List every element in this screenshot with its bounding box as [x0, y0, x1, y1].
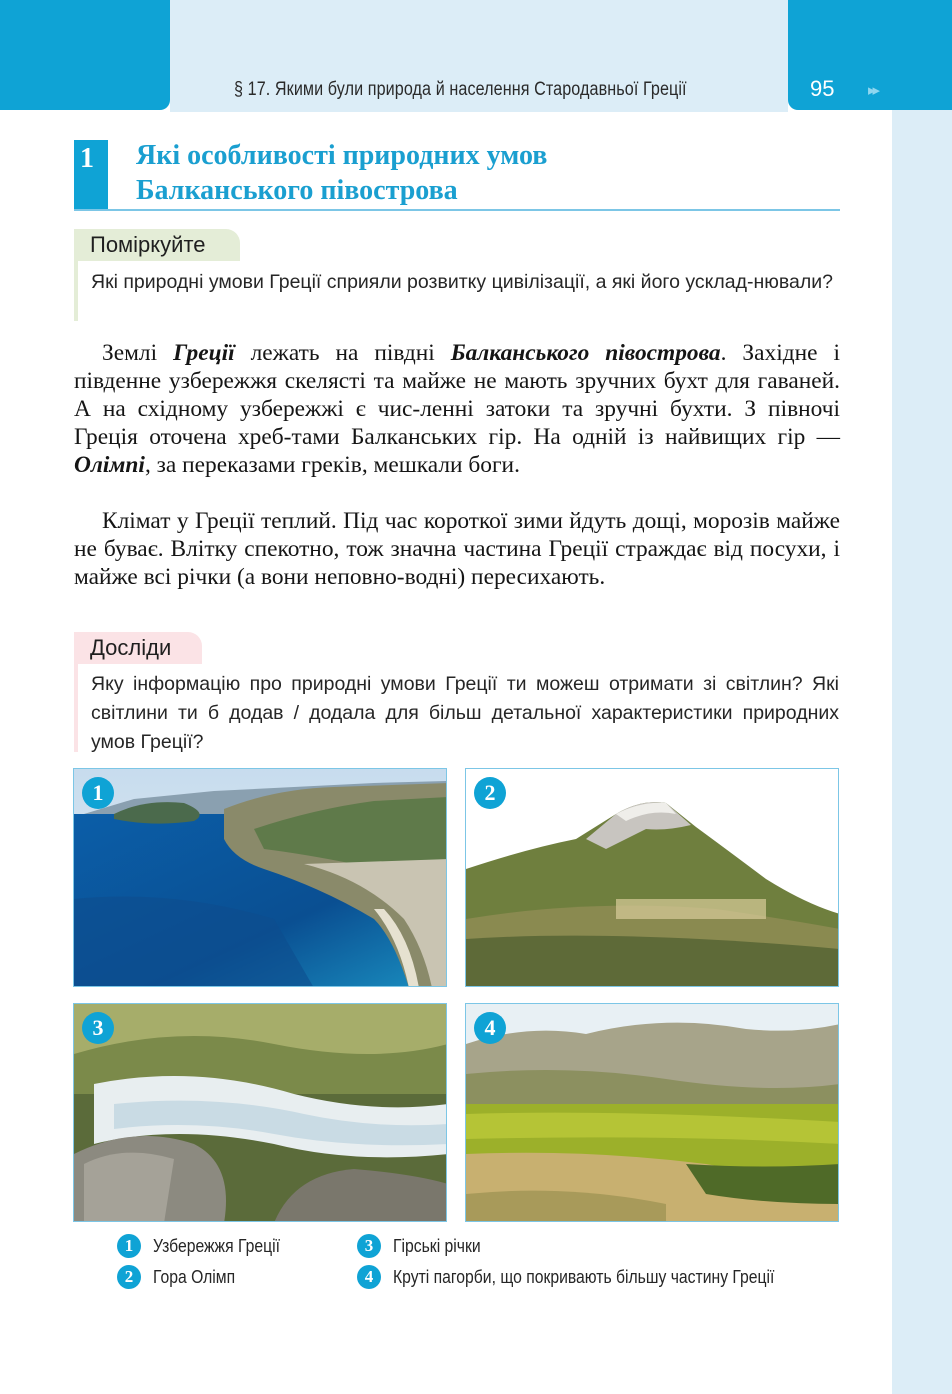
research-label: Досліди: [74, 632, 202, 664]
caption-number-badge: 4: [357, 1265, 381, 1289]
photo-mountain-river: [73, 1003, 447, 1222]
paragraph-climate: [74, 507, 840, 591]
term-balkan-peninsula: Балканського півострова: [450, 340, 721, 366]
header-tab-left: [0, 0, 170, 110]
paragraph-text: Землі: [102, 340, 174, 366]
caption-text: Гора Олімп: [153, 1266, 236, 1287]
right-margin-strip: [892, 0, 952, 1394]
caption-text: Узбережжя Греції: [153, 1235, 280, 1256]
caption-4: [357, 1265, 842, 1289]
research-side-bar: [74, 664, 78, 752]
caption-number-badge: 3: [357, 1234, 381, 1258]
photo-number-badge: 3: [82, 1012, 114, 1044]
photo-hills: [465, 1003, 839, 1222]
next-page-arrows-icon[interactable]: ▸▸: [868, 82, 878, 99]
section-divider: [74, 209, 840, 211]
think-question: Які природні умови Греції сприяли розвитку цивілізації, а які його усклад-нювали?: [91, 271, 833, 293]
page-number: 95: [810, 76, 835, 101]
term-greece: Греції: [173, 340, 235, 366]
caption-2: [117, 1265, 250, 1289]
photo-number-badge: 4: [474, 1012, 506, 1044]
photo-number-badge: 2: [474, 777, 506, 809]
caption-1: [117, 1234, 302, 1258]
caption-number-badge: 2: [117, 1265, 141, 1289]
paragraph-text: . Західне і південне узбережжя скелясті та майже не мають зручних бухт для гаваней. А на східному узбережжі є чис-ленні затоки та зручні бухти. З півночі Греція оточена хреб-тами Балканських гір. На одній із найвищих гір —: [74, 340, 840, 450]
think-label: Поміркуйте: [74, 229, 240, 261]
think-side-bar: [74, 261, 78, 321]
paragraph-text: лежать на півдні: [234, 340, 451, 366]
paragraph-geography: [74, 339, 840, 479]
research-question: Яку інформацію про природні умови Греції ти можеш отримати зі світлин? Які світлини ти б додав / додала для більш детальної характеристики природних умов Греції?: [91, 673, 839, 753]
paragraph-text: Клімат у Греції теплий. Під час короткої зими йдуть дощі, морозів майже не буває. Влітку спекотно, тож значна частина Греції страждає від посухи, і майже всі річки (а вони неповно-водні) пересихають.: [74, 508, 840, 590]
paragraph-text: , за переказами греків, мешкали боги.: [144, 452, 520, 478]
section-number: 1: [80, 143, 94, 174]
section-title-line-2: Балканського півострова: [136, 175, 458, 206]
caption-text: Круті пагорби, що покривають більшу частину Греції: [393, 1266, 775, 1287]
section-title: [136, 138, 547, 208]
photo-mount-olympus: [465, 768, 839, 987]
term-olympus: Олімпі: [74, 452, 145, 478]
photo-number-badge: 1: [82, 777, 114, 809]
running-header-title: § 17. Якими були природа й населення Стародавньої Греції: [234, 79, 687, 100]
photo-greek-coast: [73, 768, 447, 987]
caption-number-badge: 1: [117, 1234, 141, 1258]
caption-text: Гірські річки: [393, 1235, 481, 1256]
section-title-line-1: Які особливості природних умов: [136, 140, 548, 171]
caption-3: [357, 1234, 496, 1258]
